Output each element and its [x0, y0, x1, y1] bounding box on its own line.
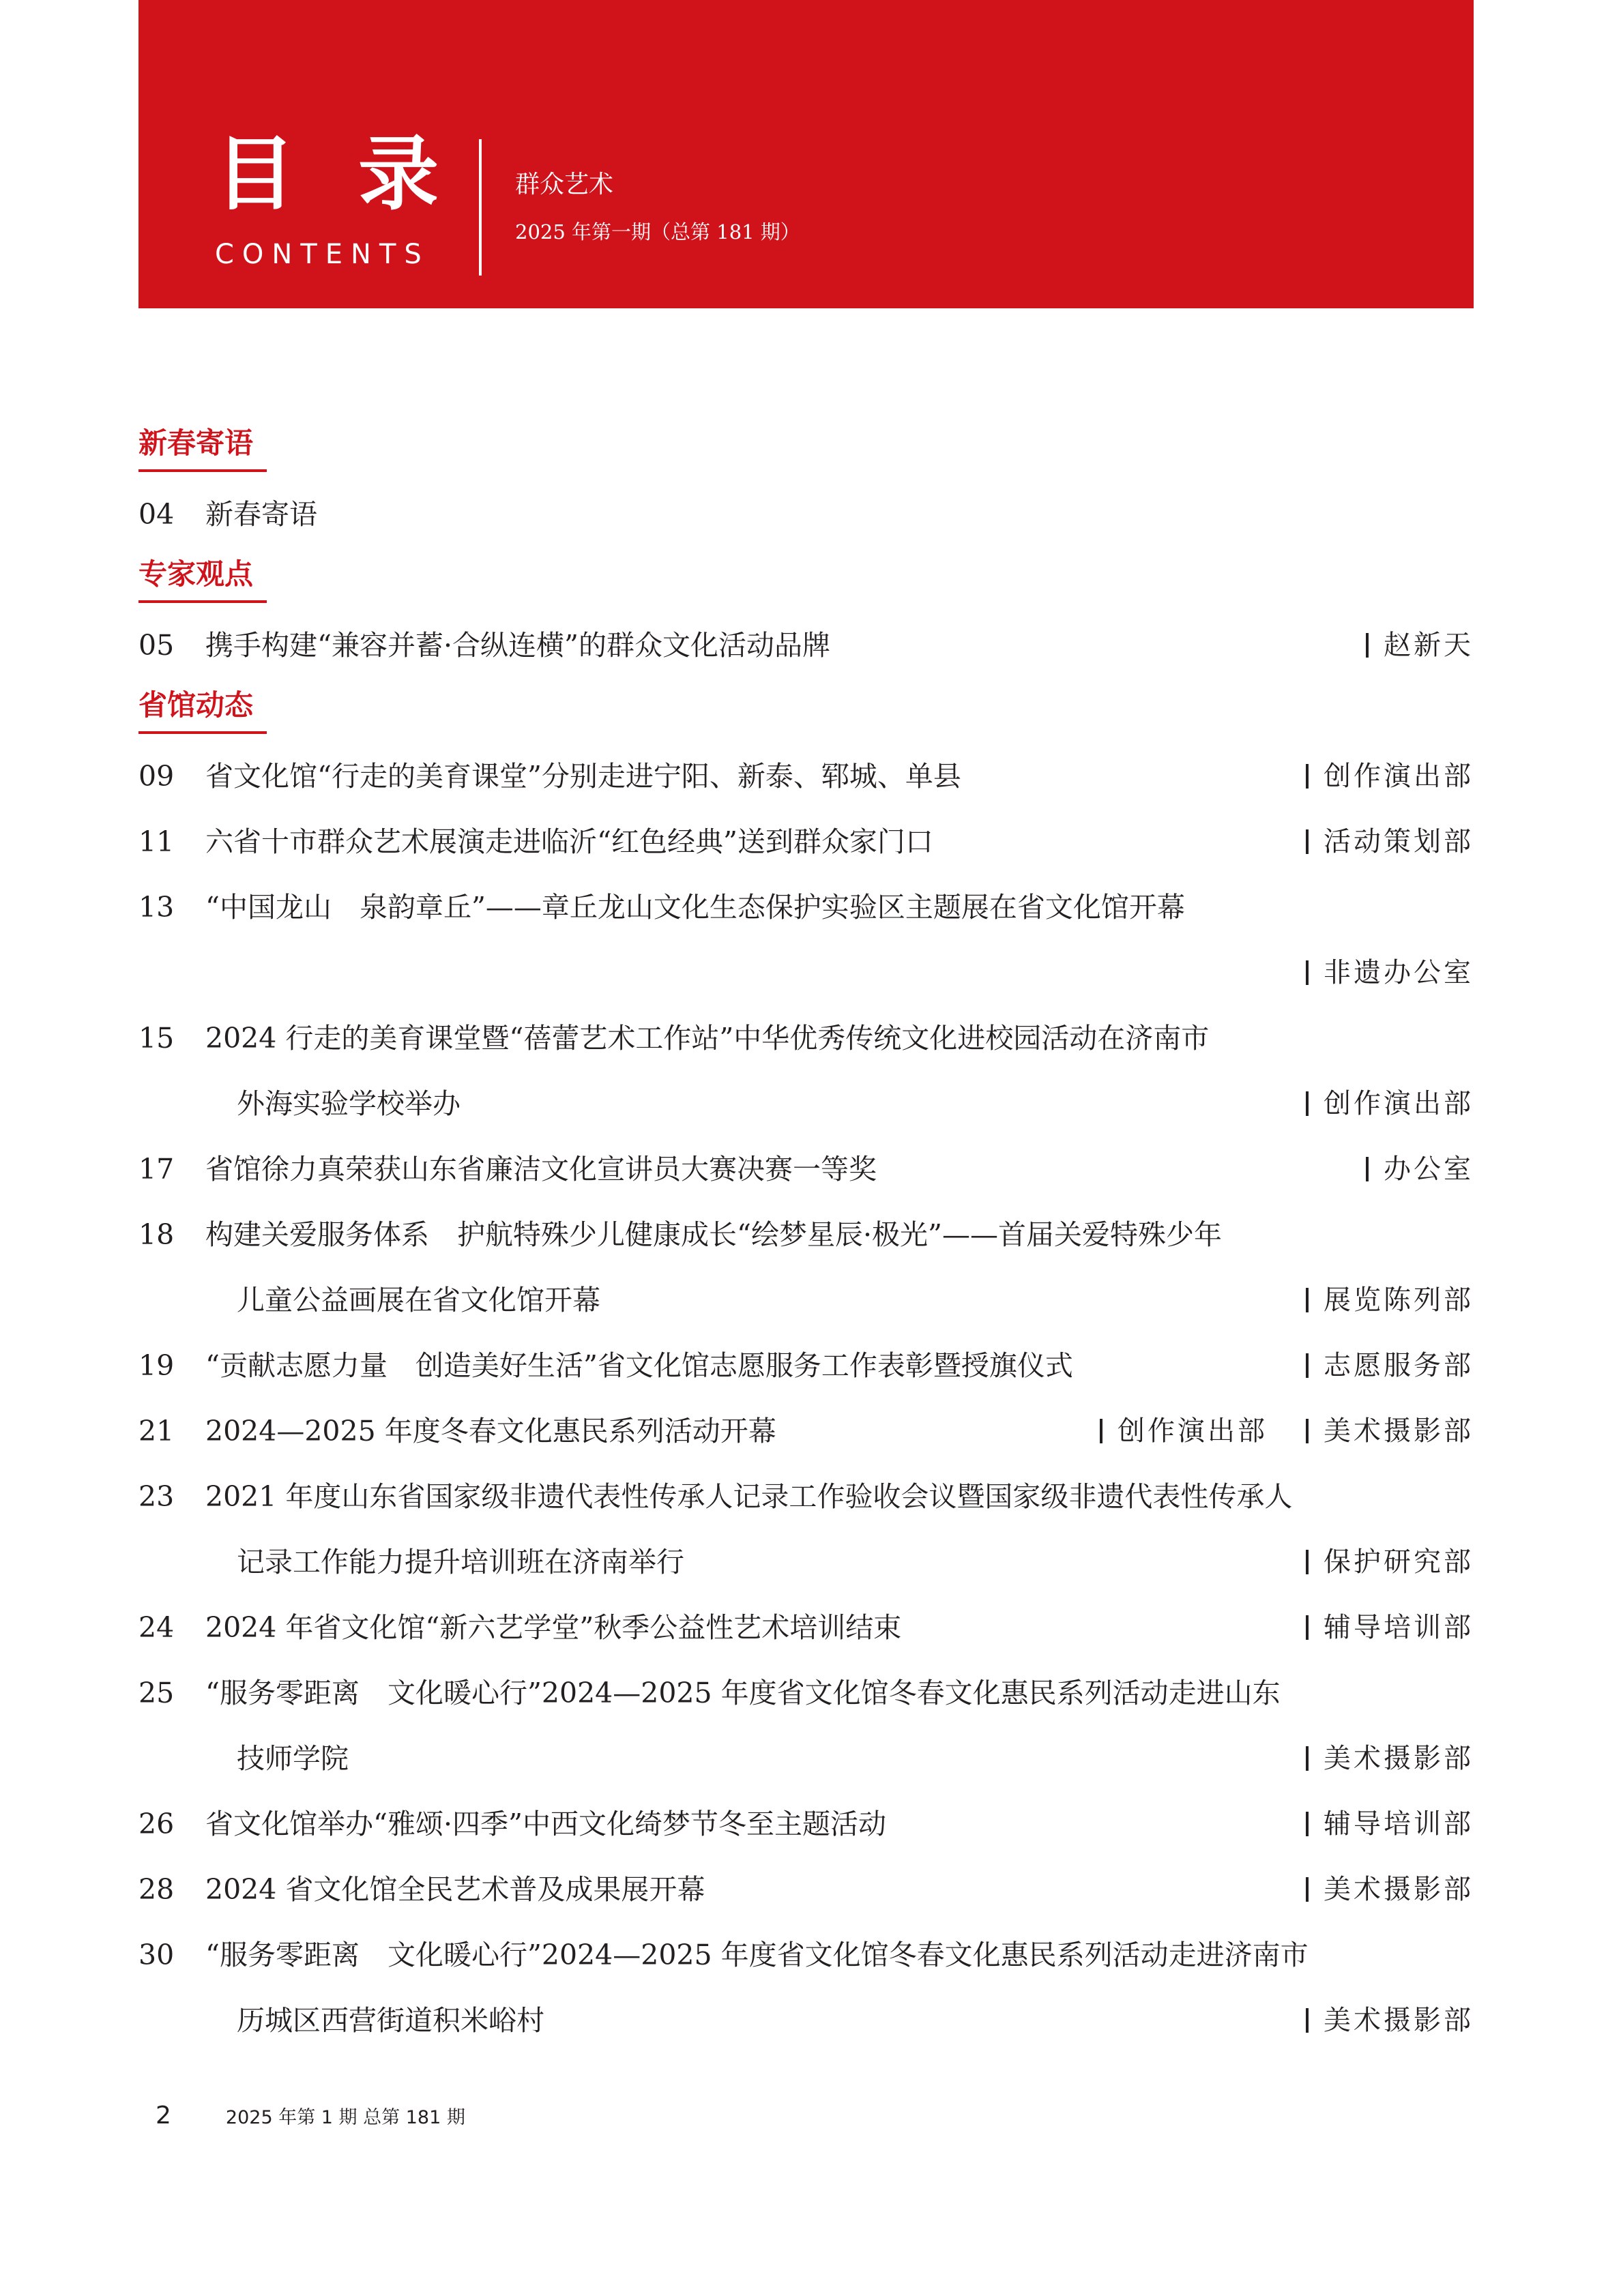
entry-authors — [1306, 1529, 1474, 1595]
section-heading-underline — [138, 731, 267, 734]
toc-entry-line — [138, 1136, 1474, 1202]
page-number-ref: 30 — [138, 1939, 175, 1971]
toc-entry-line — [138, 1922, 1474, 1988]
author-credit — [1306, 1398, 1474, 1464]
author-name: 创作演出部 — [1324, 761, 1474, 792]
entry-title: 新春寄语 — [205, 498, 317, 531]
author-bar — [1306, 1288, 1309, 1312]
entry-title: 构建关爱服务体系 护航特殊少儿健康成长“绘梦星辰·极光”——首届关爱特殊少年 — [205, 1218, 1222, 1251]
header-banner — [138, 0, 1474, 308]
author-name: 赵新天 — [1384, 630, 1474, 661]
author-credit — [1306, 1333, 1474, 1398]
section-heading-label: 省馆动态 — [138, 688, 254, 722]
page-number-ref: 26 — [138, 1808, 175, 1840]
toc-entry-line — [138, 613, 1474, 678]
entry-title: 2024 年省文化馆“新六艺学堂”秋季公益性艺术培训结束 — [205, 1611, 902, 1644]
entry-authors — [1366, 613, 1474, 678]
toc-entry[interactable] — [138, 1464, 1474, 1595]
author-credit — [1306, 1595, 1474, 1660]
entry-authors — [1306, 1333, 1474, 1398]
toc-title-char-2: 录 — [358, 127, 439, 221]
toc-entry[interactable] — [138, 744, 1474, 809]
toc-entry-line — [138, 1333, 1474, 1398]
toc-entry-line — [138, 1202, 1474, 1267]
author-bar — [1306, 1550, 1309, 1574]
toc-title-char-1: 目 — [215, 127, 296, 221]
author-name: 保护研究部 — [1324, 1546, 1474, 1578]
toc-entry-line — [138, 1660, 1474, 1726]
entry-title: 省文化馆举办“雅颂·四季”中西文化绮梦节冬至主题活动 — [205, 1808, 886, 1840]
toc-entry[interactable] — [138, 1595, 1474, 1660]
entry-title: 省馆徐力真荣获山东省廉洁文化宣讲员大赛决赛一等奖 — [205, 1153, 877, 1186]
author-credit — [1306, 1071, 1474, 1136]
page-number-ref: 25 — [138, 1677, 175, 1709]
author-name: 非遗办公室 — [1324, 957, 1474, 988]
entry-title: 六省十市群众艺术展演走进临沂“红色经典”送到群众家门口 — [205, 825, 933, 858]
author-credit — [1306, 1857, 1474, 1922]
toc-entry-line — [138, 1464, 1474, 1529]
entry-authors — [1306, 940, 1474, 1005]
toc-entry-line-continued — [138, 1726, 1474, 1791]
author-bar — [1306, 1615, 1309, 1640]
toc-entry-line-continued — [138, 1071, 1474, 1136]
author-name: 美术摄影部 — [1324, 1743, 1474, 1774]
author-credit — [1306, 744, 1474, 809]
toc-entry[interactable] — [138, 874, 1474, 1005]
entry-authors — [1306, 1726, 1474, 1791]
toc-entry-line — [138, 744, 1474, 809]
author-name: 创作演出部 — [1118, 1415, 1268, 1447]
entry-title: 2024—2025 年度冬春文化惠民系列活动开幕 — [205, 1415, 776, 1447]
entry-authors — [1306, 1595, 1474, 1660]
toc-entry-line — [138, 1857, 1474, 1922]
entry-title: “贡献志愿力量 创造美好生活”省文化馆志愿服务工作表彰暨授旗仪式 — [205, 1349, 1073, 1382]
toc-entry[interactable] — [138, 1398, 1474, 1464]
author-credit — [1306, 1988, 1474, 2053]
author-name: 辅导培训部 — [1324, 1808, 1474, 1840]
entry-authors — [1306, 1988, 1474, 2053]
page-number: 2 — [156, 2101, 171, 2130]
page-number-ref: 28 — [138, 1873, 175, 1906]
entry-authors — [1306, 1071, 1474, 1136]
page-number-ref: 09 — [138, 760, 175, 793]
author-name: 美术摄影部 — [1324, 2005, 1474, 2036]
author-bar — [1306, 1746, 1309, 1771]
page-footer — [156, 2098, 465, 2132]
section-heading-label: 专家观点 — [138, 557, 254, 591]
entry-title-continued: 记录工作能力提升培训班在济南举行 — [237, 1546, 684, 1578]
author-bar — [1306, 1353, 1309, 1378]
magazine-name: 群众艺术 — [515, 171, 614, 198]
author-name: 美术摄影部 — [1324, 1874, 1474, 1905]
toc-entry[interactable] — [138, 1136, 1474, 1202]
toc-entry[interactable] — [138, 1857, 1474, 1922]
entry-title-continued: 历城区西营街道积米峪村 — [237, 2004, 544, 2037]
toc-entry-line — [138, 1398, 1474, 1464]
author-credit — [1306, 1726, 1474, 1791]
toc-entry[interactable] — [138, 1005, 1474, 1136]
toc-entry[interactable] — [138, 1922, 1474, 2053]
author-name: 展览陈列部 — [1324, 1284, 1474, 1316]
entry-title: 2021 年度山东省国家级非遗代表性传承人记录工作验收会议暨国家级非遗代表性传承人 — [205, 1480, 1293, 1513]
toc-entry-line-continued — [138, 940, 1474, 1005]
toc-title — [215, 123, 439, 225]
author-bar — [1306, 1812, 1309, 1836]
toc-entry-line — [138, 1005, 1474, 1071]
author-name: 创作演出部 — [1324, 1088, 1474, 1119]
page-number-ref: 19 — [138, 1349, 175, 1382]
page-number-ref: 11 — [138, 825, 175, 858]
entry-title: 携手构建“兼容并蓄·合纵连横”的群众文化活动品牌 — [205, 629, 830, 662]
toc-entry-line-continued — [138, 1988, 1474, 2053]
toc-entry-line — [138, 809, 1474, 874]
toc-entry[interactable] — [138, 613, 1474, 678]
author-bar — [1306, 764, 1309, 789]
header-divider — [479, 139, 482, 276]
author-bar — [1100, 1419, 1102, 1443]
table-of-contents — [138, 416, 1474, 2053]
page-number-ref: 24 — [138, 1611, 175, 1644]
entry-authors — [1366, 1136, 1474, 1202]
author-bar — [1306, 2008, 1309, 2033]
author-name: 办公室 — [1384, 1153, 1474, 1185]
page-number-ref: 17 — [138, 1153, 175, 1186]
entry-authors — [1100, 1398, 1474, 1464]
page-number-ref: 15 — [138, 1022, 175, 1055]
author-bar — [1306, 1877, 1309, 1902]
entry-title: 2024 省文化馆全民艺术普及成果展开幕 — [205, 1873, 705, 1906]
entry-title: “服务零距离 文化暖心行”2024—2025 年度省文化馆冬春文化惠民系列活动走进济南市 — [205, 1939, 1309, 1971]
author-credit — [1366, 613, 1474, 678]
author-bar — [1306, 960, 1309, 985]
entry-authors — [1306, 1791, 1474, 1857]
author-credit — [1306, 1267, 1474, 1333]
author-credit — [1306, 940, 1474, 1005]
page-number-ref: 04 — [138, 498, 175, 531]
toc-entry[interactable] — [138, 809, 1474, 874]
entry-authors — [1306, 1267, 1474, 1333]
author-credit — [1306, 809, 1474, 874]
toc-entry-line-continued — [138, 1529, 1474, 1595]
page-number-ref: 21 — [138, 1415, 175, 1447]
page-number-ref: 18 — [138, 1218, 175, 1251]
author-bar — [1306, 1091, 1309, 1116]
section-heading — [138, 547, 1474, 613]
section-heading-label: 新春寄语 — [138, 426, 254, 460]
toc-entry-line-continued — [138, 1267, 1474, 1333]
entry-title-continued: 外海实验学校举办 — [237, 1087, 461, 1120]
entry-title: “中国龙山 泉韵章丘”——章丘龙山文化生态保护实验区主题展在省文化馆开幕 — [205, 891, 1185, 924]
toc-entry[interactable] — [138, 482, 1474, 547]
entry-title-continued: 儿童公益画展在省文化馆开幕 — [237, 1284, 600, 1316]
section-heading — [138, 678, 1474, 744]
toc-entry-line — [138, 1791, 1474, 1857]
page-number-ref: 13 — [138, 891, 175, 924]
contents-label: CONTENTS — [215, 239, 430, 270]
author-bar — [1366, 633, 1369, 658]
entry-title: “服务零距离 文化暖心行”2024—2025 年度省文化馆冬春文化惠民系列活动走进山东 — [205, 1677, 1281, 1709]
entry-authors — [1306, 809, 1474, 874]
author-credit — [1100, 1398, 1268, 1464]
entry-authors — [1306, 744, 1474, 809]
author-bar — [1306, 1419, 1309, 1443]
page-number-ref: 23 — [138, 1480, 175, 1513]
toc-entry-line — [138, 482, 1474, 547]
author-bar — [1366, 1157, 1369, 1181]
author-credit — [1306, 1529, 1474, 1595]
issue-info: 2025 年第一期（总第 181 期） — [515, 220, 800, 244]
author-name: 志愿服务部 — [1324, 1350, 1474, 1381]
toc-entry[interactable] — [138, 1333, 1474, 1398]
author-name: 活动策划部 — [1324, 826, 1474, 857]
footer-issue: 2025 年第 1 期 总第 181 期 — [225, 2106, 465, 2128]
entry-title: 2024 行走的美育课堂暨“蓓蕾艺术工作站”中华优秀传统文化进校园活动在济南市 — [205, 1022, 1210, 1055]
section-heading-underline — [138, 469, 267, 472]
entry-authors — [1306, 1857, 1474, 1922]
author-name: 辅导培训部 — [1324, 1612, 1474, 1643]
entry-title: 省文化馆“行走的美育课堂”分别走进宁阳、新泰、郓城、单县 — [205, 760, 961, 793]
page-number-ref: 05 — [138, 629, 175, 662]
entry-title-continued: 技师学院 — [237, 1742, 349, 1775]
author-credit — [1306, 1791, 1474, 1857]
toc-entry[interactable] — [138, 1202, 1474, 1333]
author-credit — [1366, 1136, 1474, 1202]
author-bar — [1306, 829, 1309, 854]
section-heading-underline — [138, 600, 267, 603]
toc-entry[interactable] — [138, 1791, 1474, 1857]
author-name: 美术摄影部 — [1324, 1415, 1474, 1447]
section-heading — [138, 416, 1474, 482]
toc-entry-line — [138, 874, 1474, 940]
toc-entry[interactable] — [138, 1660, 1474, 1791]
toc-entry-line — [138, 1595, 1474, 1660]
